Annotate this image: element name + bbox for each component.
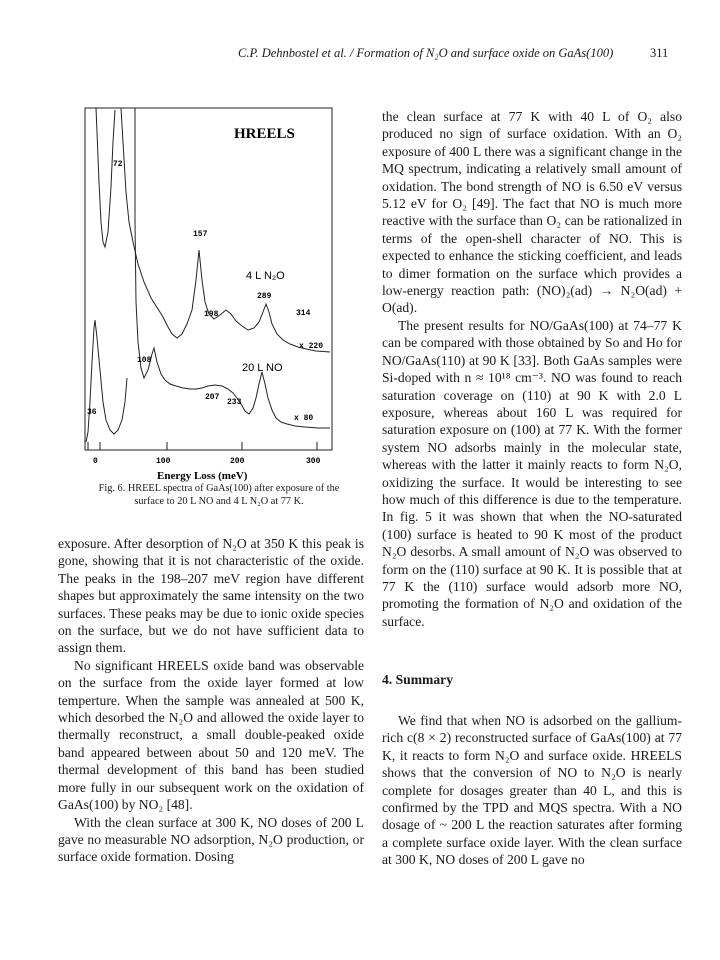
series-label-n2o: 4 L N₂O bbox=[246, 270, 285, 282]
peak-label: 233 bbox=[227, 398, 242, 407]
peak-label: 289 bbox=[257, 292, 272, 301]
hreels-chart bbox=[84, 102, 338, 482]
paragraph: the clean surface at 77 K with 40 L of O₂ also produced no sign of surface oxidation. With an O₂ exposure of 400 L there was a significant change in the MQ spectrum, indicating a relatively small amount of oxidation. The bond strength of NO is 6.50 eV versus 5.12 eV for O₂ [49]. The fact that NO is much more reactive with the surface than O₂ can be rationalized in terms of the open-shell character of NO. This is expected to enhance the sticking coefficient, and leads to dimer formation on the surface which provides a low-energy reaction path: (NO)₂(ad) → N₂O(ad) + O(ad). bbox=[382, 109, 682, 316]
peak-label: 36 bbox=[87, 408, 97, 417]
section-heading: 4. Summary bbox=[382, 672, 453, 687]
x-tick-label: 300 bbox=[306, 457, 321, 466]
series-line-no bbox=[86, 108, 330, 442]
summary-section bbox=[382, 712, 682, 869]
right-column bbox=[382, 108, 682, 630]
x-tick-label: 100 bbox=[156, 457, 171, 466]
peak-label: 72 bbox=[113, 160, 123, 169]
page-number: 311 bbox=[650, 46, 669, 60]
paragraph: The present results for NO/GaAs(100) at 74–77 K can be compared with those obtained by So and Ho for NO/GaAs(110) at 90 K [33]. Both GaAs samples were Si-doped with n ≈ 10¹⁸ cm⁻³. NO was found to reach saturation coverage on (110) at 90 K with 2.0 L exposure, whereas about 160 L was required for saturation exposure on (100) at 77 K. With the former system NO adsorbs mainly in the molecular state, whereas with the latter it mainly reacts to form N₂O, oxidizing the surface. It would be interesting to see how much of this difference is due to the temperature. In fig. 5 it was shown that when the NO-saturated (100) surface is heated to 90 K most of the product N₂O desorbs. A small amount of N₂O was observed to form on the (110) surface at 90 K. It is possible that at 77 K the (110) surface would adsorb more NO, promoting the formation of N₂O and oxidation of the surface. bbox=[382, 317, 682, 629]
peak-label: 198 bbox=[204, 310, 219, 319]
peak-label: 314 bbox=[296, 309, 311, 318]
scale-label: x 220 bbox=[299, 342, 324, 351]
running-header bbox=[0, 46, 720, 66]
peak-label: 108 bbox=[137, 356, 152, 365]
paragraph: We find that when NO is adsorbed on the gallium-rich c(8 × 2) reconstructed surface of GaAs(100) at 77 K, it reacts to form N₂O and surface oxide. HREELS shows that the conversion of NO to N₂O is nearly complete for dosages greater than 40 L, and this is confirmed by the TPD and MQS spectra. With a NO dosage of ~ 200 L the reaction saturates after forming a complete surface oxide layer. With the clean surface at 300 K, NO doses of 200 L gave no bbox=[382, 713, 682, 868]
x-axis-label: Energy Loss (meV) bbox=[157, 470, 248, 482]
hreels-figure bbox=[84, 102, 338, 482]
left-column bbox=[58, 535, 364, 866]
figure-caption: Fig. 6. HREEL spectra of GaAs(100) after exposure of the surface to 20 L NO and 4 L N₂O at 77 K. bbox=[98, 483, 340, 507]
peak-label: 157 bbox=[193, 230, 208, 239]
running-title: C.P. Dehnbostel et al. / Formation of N₂O and surface oxide on GaAs(100) bbox=[238, 46, 614, 60]
scale-label: x 80 bbox=[294, 414, 314, 423]
paragraph: With the clean surface at 300 K, NO doses of 200 L gave no measurable NO adsorption, N₂O production, or surface oxide formation. Dosing bbox=[58, 814, 364, 865]
paragraph: No significant HREELS oxide band was observable on the surface from the oxide layer formed at low temperture. When the sample was annealed at 500 K, which desorbed the N₂O and allowed the oxide layer to thermally reconstruct, a small double-peaked oxide band appeared between about 50 and 120 meV. The thermal development of this band has been studied more fully in our subsequent work on the oxidation of GaAs(100) by NO₂ [48]. bbox=[58, 657, 364, 813]
peak-label: 207 bbox=[205, 393, 220, 402]
paragraph: exposure. After desorption of N₂O at 350 K this peak is gone, showing that it is not characteristic of the oxide. The peaks in the 198–207 meV region have different shapes but approximately the same intensity on the two surfaces. These peaks may be due to ionic oxide species on the surface, but we do not have sufficient data to assign them. bbox=[58, 536, 364, 656]
series-label-no: 20 L NO bbox=[242, 362, 283, 374]
chart-title: HREELS bbox=[234, 126, 295, 142]
x-tick-label: 0 bbox=[93, 457, 98, 466]
x-tick-label: 200 bbox=[230, 457, 245, 466]
